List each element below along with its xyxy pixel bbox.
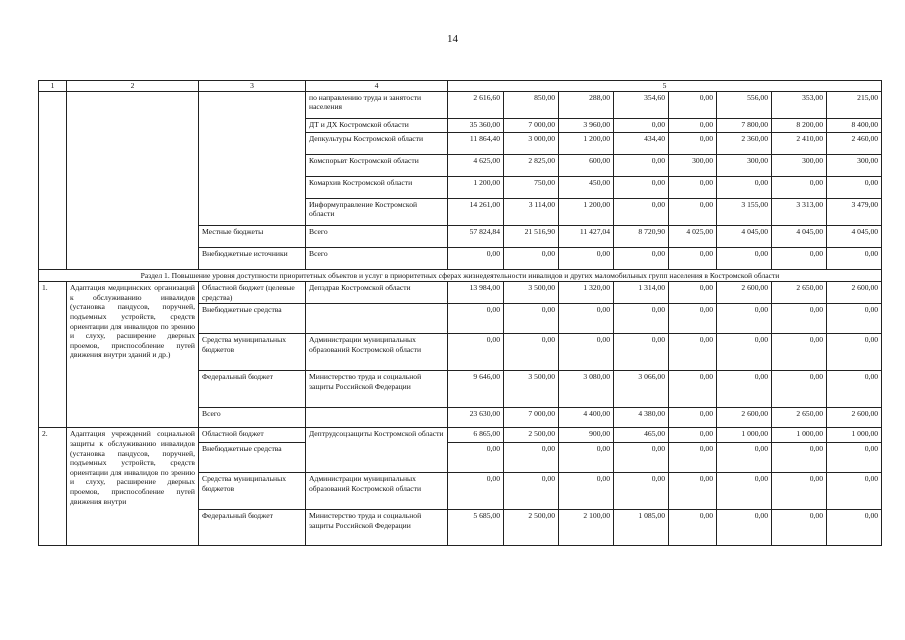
value-cell: 11 864,40	[448, 132, 504, 154]
executor-cell: по направлению труда и занятости населения	[306, 91, 448, 118]
value-cell: 3 000,00	[504, 132, 559, 154]
value-cell: 0,00	[669, 304, 717, 334]
value-cell: 8 720,90	[614, 225, 669, 247]
value-cell: 0,00	[614, 473, 669, 510]
value-cell: 0,00	[448, 304, 504, 334]
table-row	[39, 282, 882, 304]
value-cell: 0,00	[559, 443, 614, 473]
value-cell: 600,00	[559, 154, 614, 176]
header-col-1: 1	[39, 81, 67, 92]
value-cell: 0,00	[669, 91, 717, 118]
source-cell: Внебюджетные источники	[199, 247, 306, 269]
source-cell: Федеральный бюджет	[199, 371, 306, 408]
executor-cell: ДТ и ДХ Костромской области	[306, 118, 448, 132]
table-row	[39, 428, 882, 443]
value-cell: 0,00	[827, 473, 882, 510]
value-cell: 1 000,00	[717, 428, 772, 443]
value-cell: 3 066,00	[614, 371, 669, 408]
value-cell: 4 380,00	[614, 408, 669, 428]
source-cell: Средства муниципальных бюджетов	[199, 334, 306, 371]
value-cell: 0,00	[827, 334, 882, 371]
value-cell: 1 200,00	[559, 198, 614, 225]
executor-cell: Всего	[306, 247, 448, 269]
value-cell: 0,00	[717, 304, 772, 334]
value-cell: 0,00	[669, 334, 717, 371]
value-cell: 0,00	[827, 443, 882, 473]
item-name: Адаптация медицинских организаций к обслуживанию инвалидов (установка пандусов, поручней, подъемных устройств, средств ориентации для инвалидов по зрению и слуху, расширение дверных проемов, приспособление путей движения внутри зданий и др.)	[67, 282, 199, 428]
value-cell: 750,00	[504, 176, 559, 198]
table-body	[39, 81, 882, 546]
value-cell: 2 616,60	[448, 91, 504, 118]
source-cell	[199, 91, 306, 225]
value-cell: 0,00	[772, 304, 827, 334]
value-cell: 0,00	[448, 334, 504, 371]
source-cell: Всего	[199, 408, 306, 428]
value-cell: 354,60	[614, 91, 669, 118]
value-cell: 5 685,00	[448, 510, 504, 546]
value-cell: 1 085,00	[614, 510, 669, 546]
value-cell: 4 025,00	[669, 225, 717, 247]
header-col-5: 5	[448, 81, 882, 92]
value-cell: 0,00	[717, 371, 772, 408]
value-cell: 300,00	[717, 154, 772, 176]
value-cell: 0,00	[669, 428, 717, 443]
value-cell: 3 479,00	[827, 198, 882, 225]
value-cell: 0,00	[772, 334, 827, 371]
value-cell: 0,00	[669, 118, 717, 132]
value-cell: 300,00	[827, 154, 882, 176]
value-cell: 0,00	[669, 408, 717, 428]
value-cell: 8 200,00	[772, 118, 827, 132]
value-cell: 7 000,00	[504, 118, 559, 132]
value-cell: 0,00	[772, 371, 827, 408]
header-col-4: 4	[306, 81, 448, 92]
value-cell: 8 400,00	[827, 118, 882, 132]
value-cell: 556,00	[717, 91, 772, 118]
value-cell: 0,00	[448, 473, 504, 510]
value-cell: 1 320,00	[559, 282, 614, 304]
value-cell: 850,00	[504, 91, 559, 118]
executor-cell: Министерство труда и социальной защиты Российской Федерации	[306, 510, 448, 546]
value-cell: 0,00	[717, 443, 772, 473]
value-cell: 0,00	[669, 282, 717, 304]
value-cell: 900,00	[559, 428, 614, 443]
value-cell: 2 410,00	[772, 132, 827, 154]
section-row	[39, 269, 882, 282]
value-cell: 2 600,00	[717, 408, 772, 428]
value-cell: 0,00	[614, 334, 669, 371]
value-cell: 2 100,00	[559, 510, 614, 546]
value-cell: 0,00	[827, 304, 882, 334]
value-cell: 6 865,00	[448, 428, 504, 443]
source-cell: Внебюджетные средства	[199, 304, 306, 334]
value-cell: 2 500,00	[504, 428, 559, 443]
item-name: Адаптация учреждений социальной защиты к обслуживанию инвалидов (установка пандусов, поручней, подъемных устройств, средств ориентации для инвалидов по зрению и слуху, расширение дверных проемов, приспособление путей движения внутри	[67, 428, 199, 546]
executor-cell: Администрации муниципальных образований Костромской области	[306, 334, 448, 371]
value-cell: 1 000,00	[827, 428, 882, 443]
value-cell: 0,00	[669, 132, 717, 154]
value-cell: 0,00	[827, 371, 882, 408]
value-cell: 21 516,90	[504, 225, 559, 247]
budget-table	[38, 80, 882, 546]
value-cell: 0,00	[614, 247, 669, 269]
value-cell: 0,00	[772, 473, 827, 510]
value-cell: 0,00	[504, 473, 559, 510]
value-cell: 4 045,00	[717, 225, 772, 247]
value-cell: 3 960,00	[559, 118, 614, 132]
value-cell: 450,00	[559, 176, 614, 198]
value-cell: 2 600,00	[827, 282, 882, 304]
value-cell: 4 045,00	[772, 225, 827, 247]
source-cell: Федеральный бюджет	[199, 510, 306, 546]
value-cell: 0,00	[717, 473, 772, 510]
value-cell: 4 045,00	[827, 225, 882, 247]
source-cell: Местные бюджеты	[199, 225, 306, 247]
value-cell: 0,00	[614, 176, 669, 198]
value-cell: 353,00	[772, 91, 827, 118]
item-number: 2.	[39, 428, 67, 546]
value-cell: 2 650,00	[772, 408, 827, 428]
value-cell: 3 155,00	[717, 198, 772, 225]
value-cell: 2 600,00	[827, 408, 882, 428]
value-cell: 0,00	[504, 334, 559, 371]
header-col-3: 3	[199, 81, 306, 92]
value-cell: 0,00	[772, 176, 827, 198]
source-cell: Средства муниципальных бюджетов	[199, 473, 306, 510]
value-cell: 0,00	[559, 334, 614, 371]
value-cell: 2 650,00	[772, 282, 827, 304]
value-cell: 0,00	[614, 118, 669, 132]
no-cell	[39, 91, 67, 269]
value-cell: 0,00	[772, 247, 827, 269]
source-cell: Областной бюджет	[199, 428, 306, 443]
value-cell: 2 360,00	[717, 132, 772, 154]
section-title: Раздел 1. Повышение уровня доступности приоритетных объектов и услуг в приоритетных сферах жизнедеятельности инвалидов и других маломобильных групп населения в Костромской области	[39, 269, 882, 282]
name-cell	[67, 91, 199, 269]
value-cell: 0,00	[827, 510, 882, 546]
value-cell: 14 261,00	[448, 198, 504, 225]
value-cell: 1 000,00	[772, 428, 827, 443]
value-cell: 0,00	[614, 443, 669, 473]
value-cell: 0,00	[559, 473, 614, 510]
executor-cell: Всего	[306, 225, 448, 247]
value-cell: 0,00	[717, 176, 772, 198]
executor-cell: Депздрав Костромской области	[306, 282, 448, 304]
value-cell: 2 600,00	[717, 282, 772, 304]
value-cell: 0,00	[827, 247, 882, 269]
value-cell: 0,00	[717, 510, 772, 546]
value-cell: 0,00	[669, 198, 717, 225]
value-cell: 0,00	[669, 371, 717, 408]
value-cell: 465,00	[614, 428, 669, 443]
value-cell: 1 200,00	[448, 176, 504, 198]
executor-cell: Комспорьвт Костромской области	[306, 154, 448, 176]
value-cell: 0,00	[772, 510, 827, 546]
value-cell: 2 500,00	[504, 510, 559, 546]
value-cell: 11 427,04	[559, 225, 614, 247]
value-cell: 0,00	[504, 304, 559, 334]
value-cell: 0,00	[614, 154, 669, 176]
value-cell: 0,00	[772, 443, 827, 473]
executor-cell: Депкультуры Костромской области	[306, 132, 448, 154]
table-row	[39, 91, 882, 118]
value-cell: 0,00	[614, 198, 669, 225]
value-cell: 1 314,00	[614, 282, 669, 304]
value-cell: 0,00	[669, 510, 717, 546]
value-cell: 3 500,00	[504, 371, 559, 408]
value-cell: 215,00	[827, 91, 882, 118]
page-number: 14	[447, 33, 458, 45]
value-cell: 23 630,00	[448, 408, 504, 428]
value-cell: 434,40	[614, 132, 669, 154]
executor-cell: Министерство труда и социальной защиты Российской Федерации	[306, 371, 448, 408]
value-cell: 0,00	[448, 247, 504, 269]
value-cell: 0,00	[669, 247, 717, 269]
value-cell: 0,00	[669, 473, 717, 510]
value-cell: 288,00	[559, 91, 614, 118]
executor-cell: Дептрудсоцзащиты Костромской области	[306, 428, 448, 473]
value-cell: 2 460,00	[827, 132, 882, 154]
value-cell: 0,00	[504, 247, 559, 269]
source-cell: Областной бюджет (целевые средства)	[199, 282, 306, 304]
executor-cell	[306, 304, 448, 334]
value-cell: 0,00	[669, 443, 717, 473]
value-cell: 300,00	[669, 154, 717, 176]
executor-cell: Комархив Костромской области	[306, 176, 448, 198]
value-cell: 0,00	[717, 247, 772, 269]
value-cell: 7 800,00	[717, 118, 772, 132]
value-cell: 4 400,00	[559, 408, 614, 428]
value-cell: 4 625,00	[448, 154, 504, 176]
value-cell: 13 984,00	[448, 282, 504, 304]
value-cell: 9 646,00	[448, 371, 504, 408]
value-cell: 3 114,00	[504, 198, 559, 225]
executor-cell	[306, 408, 448, 428]
value-cell: 7 000,00	[504, 408, 559, 428]
executor-cell: Информуправление Костромской области	[306, 198, 448, 225]
value-cell: 0,00	[827, 176, 882, 198]
value-cell: 3 313,00	[772, 198, 827, 225]
item-number: 1.	[39, 282, 67, 428]
value-cell: 0,00	[448, 443, 504, 473]
value-cell: 57 824,84	[448, 225, 504, 247]
value-cell: 300,00	[772, 154, 827, 176]
value-cell: 1 200,00	[559, 132, 614, 154]
executor-cell: Администрации муниципальных образований Костромской области	[306, 473, 448, 510]
value-cell: 2 825,00	[504, 154, 559, 176]
header-col-2: 2	[67, 81, 199, 92]
value-cell: 0,00	[559, 304, 614, 334]
value-cell: 0,00	[614, 304, 669, 334]
header-row	[39, 81, 882, 92]
value-cell: 0,00	[717, 334, 772, 371]
value-cell: 0,00	[559, 247, 614, 269]
value-cell: 0,00	[669, 176, 717, 198]
value-cell: 3 500,00	[504, 282, 559, 304]
value-cell: 35 360,00	[448, 118, 504, 132]
value-cell: 3 080,00	[559, 371, 614, 408]
source-cell: Внебюджетные средства	[199, 443, 306, 473]
value-cell: 0,00	[504, 443, 559, 473]
